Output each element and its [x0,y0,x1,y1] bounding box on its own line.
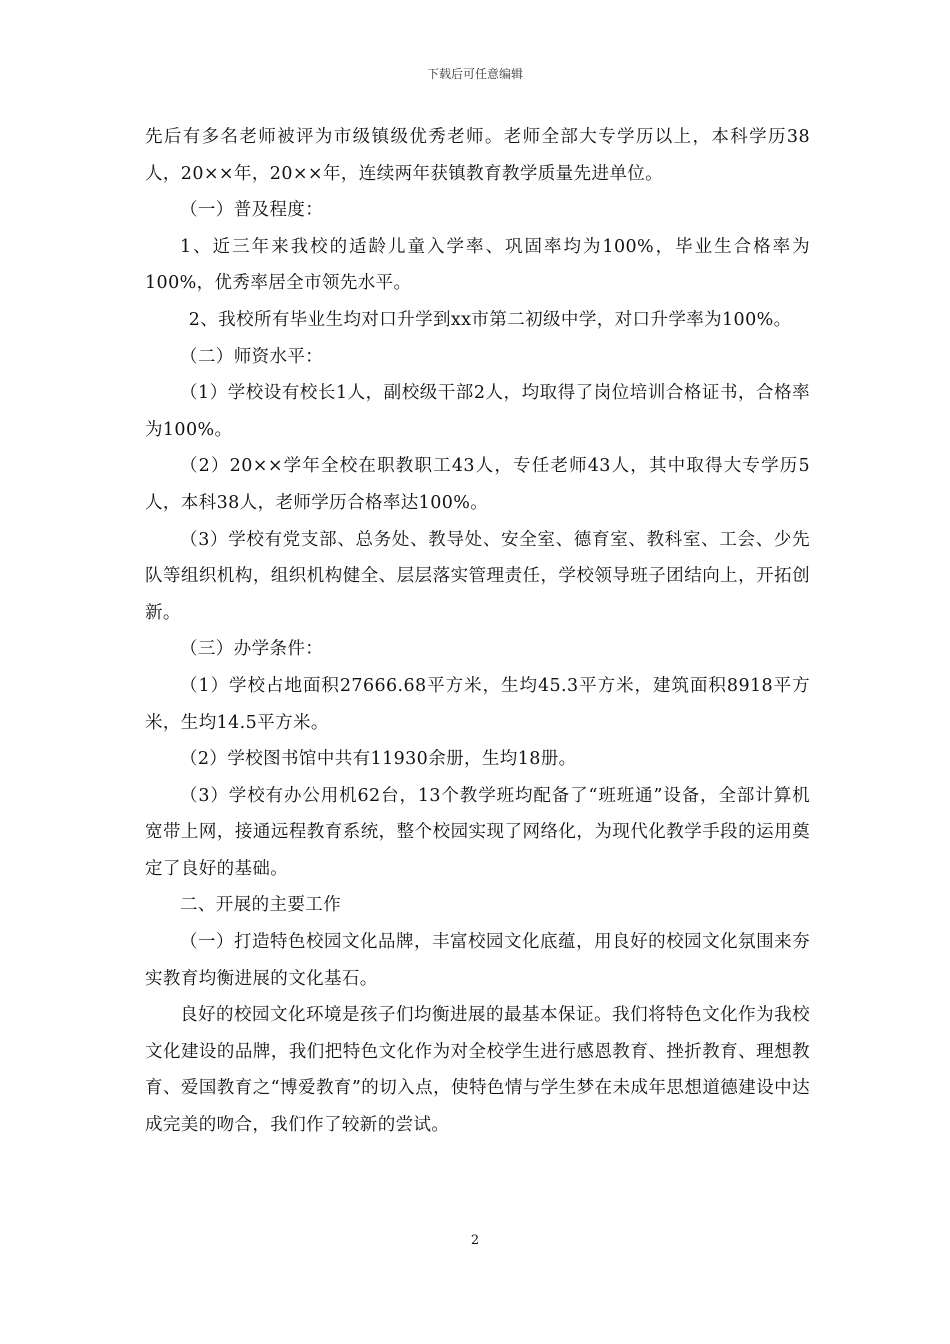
paragraph-teacher-honors: 先后有多名老师被评为市级镇级优秀老师。老师全部大专学历以上，本科学历38人，20××年，20××年，连续两年获镇教育教学质量先进单位。 [145,127,810,184]
paragraph-computers: （3）学校有办公用机62台，13个教学班均配备了“班班通”设备，全部计算机宽带上网，接通远程教育系统，整个校园实现了网络化，为现代化教学手段的运用奠定了良好的基础。 [145,785,810,879]
paragraph-campus-area: （1）学校占地面积27666.68平方米，生均45.3平方米，建筑面积8918平方米，生均14.5平方米。 [145,675,810,733]
page-number: 2 [470,1233,480,1248]
paragraph-campus-culture-brand: （一）打造特色校园文化品牌，丰富校园文化底蕴，用良好的校园文化氛围来夯实教育均衡进展的文化基石。 [145,932,810,989]
paragraph-graduate-admission: 2、我校所有毕业生均对口升学到xx市第二初级中学，对口升学率为100%。 [188,309,792,330]
section-heading-main-work: 二、开展的主要工作 [180,895,342,916]
paragraph-staff-qualifications: （2）20××学年全校在职教职工43人，专任老师43人，其中取得大专学历5人，本科38人，老师学历合格率达100%。 [145,456,810,513]
paragraph-library: （2）学校图书馆中共有11930余册，生均18册。 [180,749,577,770]
section-heading-popularization: （一）普及程度： [180,200,324,221]
document-body [145,119,810,1144]
section-heading-school-conditions: （三）办学条件： [180,639,324,660]
paragraph-leadership-certification: （1）学校设有校长1人，副校级干部2人，均取得了岗位培训合格证书，合格率为100%。 [145,383,810,440]
page-header: 下载后可任意编辑 [426,67,523,81]
paragraph-culture-environment: 良好的校园文化环境是孩子们均衡进展的最基本保证。我们将特色文化作为我校文化建设的品牌，我们把特色文化作为对全校学生进行感恩教育、挫折教育、理想教育、爱国教育之“博爱教育”的切入点，使特色情与学生梦在未成年思想道德建设中达成完美的吻合，我们作了较新的尝试。 [145,1005,810,1136]
paragraph-organization: （3）学校有党支部、总务处、教导处、安全室、德育室、教科室、工会、少先队等组织机构，组织机构健全、层层落实管理责任，学校领导班子团结向上，开拓创新。 [145,529,810,623]
section-heading-teaching-staff: （二）师资水平： [180,346,324,367]
paragraph-enrollment-rates: 1、近三年来我校的适龄儿童入学率、巩固率均为100%，毕业生合格率为100%，优秀率居全市领先水平。 [145,236,810,294]
